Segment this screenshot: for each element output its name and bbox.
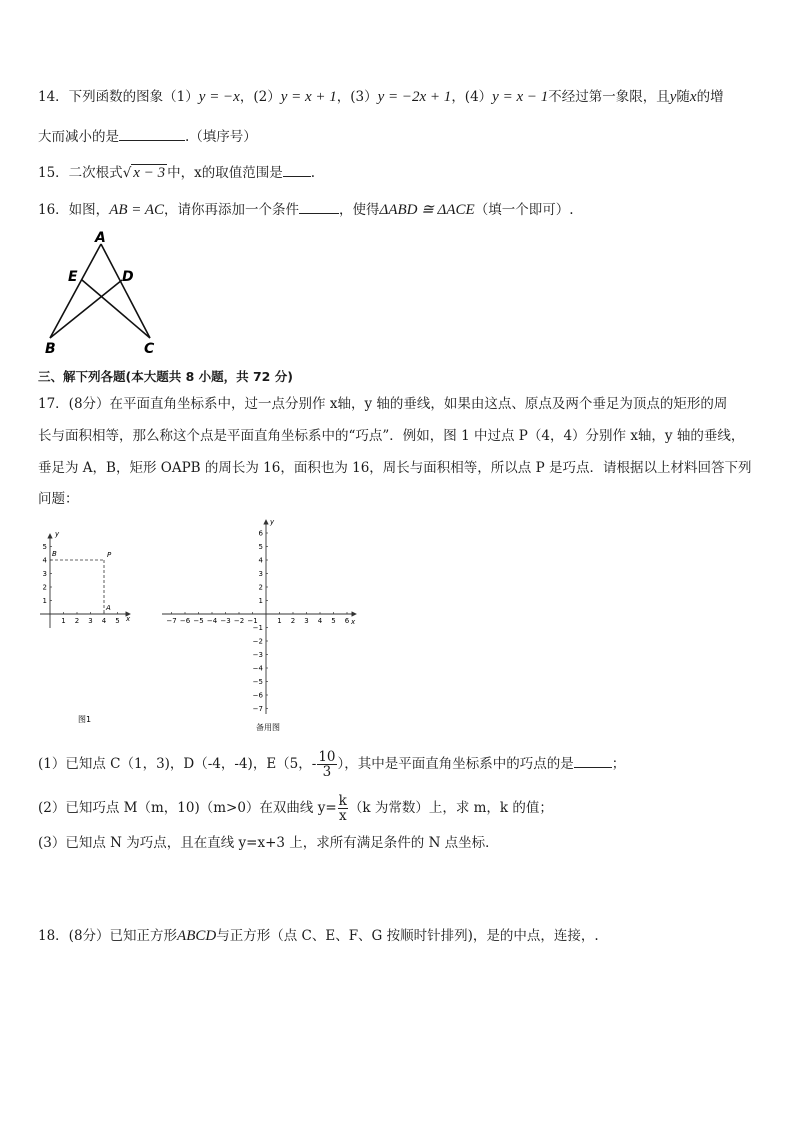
q14-func4: y = x − 1 bbox=[492, 89, 549, 105]
fig1-y-tick-labels bbox=[43, 543, 52, 605]
fig1-x-tick-label: 1 bbox=[61, 617, 66, 625]
q14-line1: 14．下列函数的图象（1）y = −x，(2）y = x + 1，(3）y = −2x + 1，(4）y = x − 1不经过第一象限，且y随x的增 bbox=[38, 89, 724, 105]
fig2-y-tick-label: 6 bbox=[258, 529, 263, 538]
q16-line: 16．如图，AB = AC，请你再添加一个条件 ，使得ΔABD ≅ ΔACE（填一个即可）. bbox=[38, 199, 574, 219]
segment-CE bbox=[82, 280, 150, 338]
fig1-y-tick-label: 3 bbox=[42, 570, 47, 578]
fig2-x-tick-label: −5 bbox=[193, 617, 204, 625]
fig2-y-tick-label: 4 bbox=[258, 556, 263, 565]
label-D: D bbox=[122, 269, 134, 285]
fig1-x-tick-label: 4 bbox=[101, 617, 107, 625]
label-A: A bbox=[95, 230, 106, 246]
q16-triangle-figure bbox=[38, 228, 168, 358]
fig1-caption: 图1 bbox=[78, 715, 92, 724]
fig2-y-tick-label: −1 bbox=[252, 624, 263, 632]
fig2-x-tick-label: −3 bbox=[220, 617, 231, 625]
fig2-y-tick-label: −6 bbox=[252, 691, 263, 700]
q17-sub1-answer-blank[interactable] bbox=[574, 753, 612, 768]
fig2-x-tick-label: −2 bbox=[233, 617, 245, 625]
label-B: B bbox=[45, 341, 56, 357]
q18-line: 18．(8分）已知正方形ABCD与正方形（点 C、E、F、G 按顺时针排列)，是的中点，连接，. bbox=[38, 928, 599, 944]
fig2-y-tick-label: 3 bbox=[258, 570, 263, 578]
q16-congruence: ΔABD ≅ ΔACE bbox=[379, 202, 475, 218]
fraction-10-3: $\frac{10}{3}$ bbox=[318, 749, 336, 780]
q14-func1: y = −x bbox=[198, 89, 240, 105]
fig2-x-tick-label: −1 bbox=[247, 617, 258, 625]
q15-line: 15．二次根式√ x − 3 中，x的取值范围是 . bbox=[38, 162, 315, 182]
q17-para-line1: 17．(8分）在平面直角坐标系中，过一点分别作 x轴，y 轴的垂线，如果由这点、原点及两个垂足为顶点的矩形的周 bbox=[38, 396, 728, 412]
fig2-y-tick-label: −7 bbox=[252, 705, 263, 713]
q14-line2: 大而减小的是 .（填序号） bbox=[38, 126, 257, 146]
fig2-axis-y-label: y bbox=[270, 518, 275, 526]
fig1-y-tick-label: 2 bbox=[42, 583, 47, 592]
q17-para-line3: 垂足为 A，B，矩形 OAPB 的周长为 16，面积也为 16，周长与面积相等，所以点 P 是巧点．请根据以上材料回答下列 bbox=[38, 460, 752, 476]
fig1-axis-x-label: x bbox=[126, 615, 131, 623]
fig2-x-tick-label: 3 bbox=[304, 617, 309, 625]
q15-radicand: x − 3 bbox=[133, 165, 166, 181]
figure-1 bbox=[30, 528, 150, 728]
fig2-x-tick-label: −4 bbox=[206, 617, 218, 625]
segment-AB bbox=[50, 244, 101, 338]
fig1-axis-y-label: y bbox=[55, 530, 60, 538]
fig2-y-tick-label: −4 bbox=[252, 664, 263, 673]
label-E: E bbox=[68, 269, 78, 285]
q17-sub3: (3）已知点 N 为巧点，且在直线 y=x+3 上，求所有满足条件的 N 点坐标． bbox=[38, 835, 499, 851]
fig2-x-tick-label: 1 bbox=[277, 617, 282, 625]
q14-answer-blank[interactable] bbox=[119, 126, 185, 141]
sqrt-sign: √ bbox=[122, 165, 132, 181]
section-three-title: 三、解下列各题(本大题共 8 小题，共 72 分) bbox=[38, 369, 293, 384]
fig2-y-tick-label: 2 bbox=[258, 583, 263, 592]
fig2-x-tick-label: 6 bbox=[344, 617, 350, 625]
fig2-x-tick-label: −6 bbox=[179, 617, 191, 625]
label-C: C bbox=[144, 341, 155, 357]
q17-sub1: (1）已知点 C（1，3)，D（-4，-4)，E（5，- $\frac{10}{3}$ ），其中是平面直角坐标系中的巧点的是 ； bbox=[38, 749, 626, 780]
fig2-x-tick-label: −7 bbox=[166, 617, 177, 625]
q14-func3: y = −2x + 1 bbox=[377, 89, 452, 105]
fig1-label-B: B bbox=[52, 550, 57, 558]
fig2-y-tick-label: 5 bbox=[258, 543, 263, 551]
fig2-axis-x-label: x bbox=[351, 618, 356, 626]
q17-sub2: (2）已知巧点 M（m，10)（m>0）在双曲线 y= $\frac{k}{x}$ （k 为常数）上，求 m，k 的值； bbox=[38, 793, 553, 824]
fig1-label-P: P bbox=[107, 551, 112, 559]
fig1-label-A: A bbox=[106, 604, 111, 612]
fig2-y-tick-label: −5 bbox=[252, 678, 263, 686]
q14-func2: y = x + 1 bbox=[280, 89, 337, 105]
fig2-x-tick-label: 5 bbox=[331, 617, 336, 625]
fig1-x-tick-label: 3 bbox=[88, 617, 93, 625]
fig2-y-tick-label: 1 bbox=[258, 597, 263, 605]
q15-answer-blank[interactable] bbox=[283, 162, 311, 177]
q17-para-line4: 问题： bbox=[38, 491, 79, 507]
fraction-k-x: $\frac{k}{x}$ bbox=[338, 793, 347, 824]
fig1-y-tick-label: 5 bbox=[42, 543, 47, 551]
fig2-x-tick-label: 4 bbox=[317, 617, 323, 625]
fig1-y-tick-label: 4 bbox=[42, 556, 47, 565]
fig2-y-tick-label: −2 bbox=[252, 637, 263, 646]
fig1-x-tick-label: 2 bbox=[74, 617, 80, 625]
segment-BD bbox=[50, 280, 122, 338]
q16-equation: AB = AC bbox=[109, 202, 165, 218]
fig1-y-tick-label: 1 bbox=[42, 597, 47, 605]
fig1-x-tick-label: 5 bbox=[115, 617, 120, 625]
fig2-y-tick-label: −3 bbox=[252, 651, 263, 659]
fig2-caption: 备用图 bbox=[256, 723, 280, 732]
figure-spare bbox=[158, 514, 368, 734]
q16-answer-blank[interactable] bbox=[299, 199, 339, 214]
q17-para-line2: 长与面积相等，那么称这个点是平面直角坐标系中的“巧点”．例如，图 1 中过点 P（4，4）分别作 x轴，y 轴的垂线， bbox=[38, 428, 745, 444]
fig2-x-tick-label: 2 bbox=[290, 617, 296, 625]
